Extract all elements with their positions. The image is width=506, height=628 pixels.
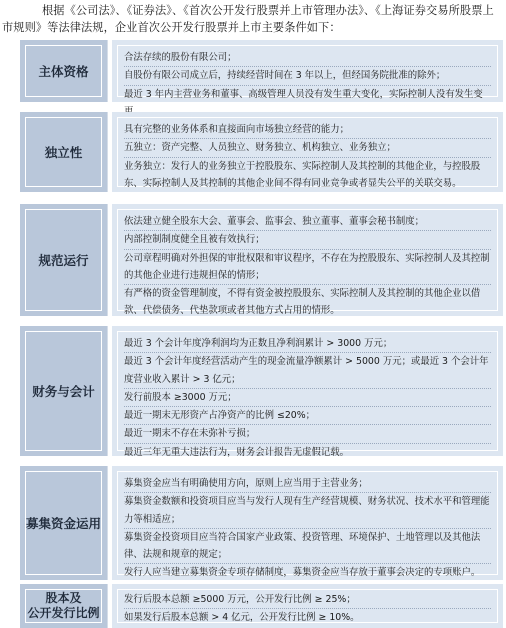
section-label-box [20,204,108,316]
section-standardized-operation [20,204,503,316]
section-content-box [112,112,503,192]
condition-line: 发行后股本总额 ≥5000 万元，公开发行比例 ≥ 25%； [124,591,491,609]
section-label-box [20,40,108,102]
condition-line: 五独立：资产完整、人员独立、财务独立、机构独立、业务独立； [124,139,491,157]
section-share-capital-ratio [20,584,503,628]
section-content [117,209,498,317]
section-content [117,45,498,100]
section-content [117,471,498,579]
section-content [117,117,498,187]
section-use-of-proceeds [20,466,503,580]
condition-line: 具有完整的业务体系和直接面向市场独立经营的能力； [124,121,491,139]
condition-line: 合法存续的股份有限公司； [124,49,491,67]
condition-line: 业务独立：发行人的业务独立于控股股东、实际控制人及其控制的其他企业，与控股股东、实际控制人及其控制的其他企业间不得有同业竞争或者显失公平的关联交易。 [124,160,481,189]
condition-line: 募集资金投资项目应当符合国家产业政策、投资管理、环境保护、土地管理以及其他法律、法规和规章的规定； [124,529,491,565]
section-content [117,331,498,458]
condition-line: 内部控制制度健全且被有效执行； [124,231,491,249]
condition-line: 最近 3 年内主营业务和董事、高级管理人员没有发生重大变化，实际控制人没有发生变 [124,88,483,100]
condition-line: 最近 3 个会计年度经营活动产生的现金流量净额累计 > 5000 万元；或最近 3 个会计年度营业收入累计 > 3 亿元； [124,353,491,389]
section-label: 募集资金运用 [25,471,102,575]
section-content-box [112,466,503,580]
section-label: 股本及 公开发行比例 [25,589,102,623]
condition-line: 发行前股本 ≥3000 万元； [124,389,491,407]
section-independence [20,112,503,192]
section-content-box [112,326,503,456]
section-content-box [112,584,503,628]
condition-line: 募集资金应当有明确使用方向，原则上应当用于主营业务； [124,475,491,493]
section-label-box [20,112,108,192]
section-label: 财务与会计 [25,331,102,451]
section-subject-qualification [20,40,503,102]
condition-line: 募集资金数额和投资项目应当与发行人现有生产经营规模、财务状况、技术水平和管理能力等相适应； [124,493,491,529]
section-label-box [20,466,108,580]
condition-line: 最近一期末不存在未弥补亏损； [124,425,491,443]
section-content-box [112,40,503,102]
section-label: 独立性 [25,117,102,187]
condition-line: 最近一期末无形资产占净资产的比例 ≤20%； [124,407,491,425]
section-label: 主体资格 [25,45,102,97]
section-finance-accounting [20,326,503,456]
condition-line: 依法建立健全股东大会、董事会、监事会、独立董事、董事会秘书制度； [124,213,491,231]
section-label: 规范运行 [25,209,102,311]
condition-line: 自股份有限公司成立后，持续经营时间在 3 年以上，但经国务院批准的除外； [124,67,491,85]
condition-line: 最近三年无重大违法行为，财务会计报告无虚假记载。 [124,446,350,458]
condition-line: 公司章程明确对外担保的审批权限和审议程序，不存在为控股股东、实际控制人及其控制的其他企业进行违规担保的情形； [124,250,491,286]
section-content [117,589,498,623]
condition-line: 发行人应当建立募集资金专项存储制度，募集资金应当存放于董事会决定的专项账户。 [124,567,481,579]
condition-line: 如果发行后股本总额 > 4 亿元，公开发行比例 ≥ 10%。 [124,612,360,624]
condition-line: 有严格的资金管理制度，不得有资金被控股股东、实际控制人及其控制的其他企业以借款、代偿债务、代垫款项或者其他方式占用的情形。 [124,288,481,317]
section-label-box [20,584,108,628]
intro-paragraph: 根据《公司法》、《证券法》、《首次公开发行股票并上市管理办法》、《上海证券交易所股票上市规则》等法律法规，企业首次公开发行股票并上市主要条件如下： [2,4,494,34]
section-content-box [112,204,503,316]
condition-line: 最近 3 个会计年度净利润均为正数且净利润累计 > 3000 万元； [124,335,491,353]
section-label-box [20,326,108,456]
